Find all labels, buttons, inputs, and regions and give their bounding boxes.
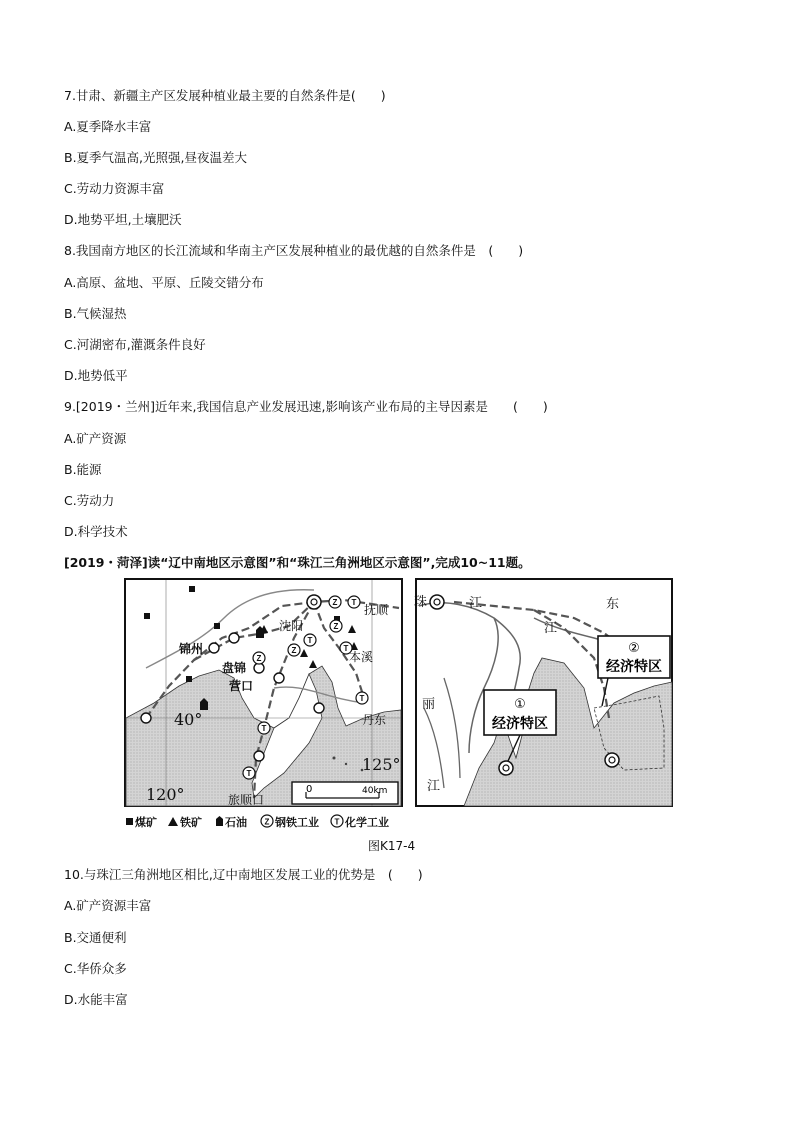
legend-coal: 煤矿 — [135, 816, 157, 829]
svg-text:Z: Z — [333, 622, 339, 631]
svg-text:T: T — [359, 694, 365, 703]
question-7-option-a: A.夏季降水丰富 — [64, 119, 152, 134]
question-9-option-a: A.矿产资源 — [64, 431, 127, 446]
question-7-option-c: C.劳动力资源丰富 — [64, 181, 165, 196]
figure-caption: 图K17-4 — [368, 839, 416, 853]
scale-zero: 0 — [306, 784, 313, 795]
city-label-shenyang: 沈阳 — [279, 619, 304, 633]
svg-text:T: T — [334, 817, 340, 827]
svg-text:Z: Z — [291, 646, 297, 655]
steel-icon — [261, 815, 273, 827]
question-8-option-a: A.高原、盆地、平原、丘陵交错分布 — [64, 275, 264, 290]
pearl-river-delta-map — [414, 579, 672, 806]
question-7-option-d: D.地势平坦,土壤肥沃 — [64, 212, 182, 227]
question-9-stem: 9.[2019・兰州]近年来,我国信息产业发展迅速,影响该产业布局的主导因素是 ( ) — [64, 399, 548, 414]
map-legend — [126, 815, 389, 829]
city-label-fushun: 抚顺 — [364, 603, 389, 617]
lon-label-125: 125° — [362, 755, 401, 774]
zone-2-number: ② — [628, 641, 640, 656]
question-8-option-d: D.地势低平 — [64, 368, 128, 383]
question-10-option-c: C.华侨众多 — [64, 961, 127, 976]
city-label-lvshunkou: 旅顺口 — [228, 793, 265, 807]
svg-text:T: T — [261, 724, 267, 733]
map-figure — [124, 578, 674, 830]
lat-label-40: 40° — [174, 710, 203, 729]
question-8-option-c: C.河湖密布,灌溉条件良好 — [64, 337, 206, 352]
legend-iron: 铁矿 — [180, 816, 202, 829]
question-9-option-b: B.能源 — [64, 462, 102, 477]
legend-steel: 钢铁工业 — [275, 816, 319, 829]
city-label-yingkou: 营口 — [229, 679, 254, 693]
question-7-stem: 7.甘肃、新疆主产区发展种植业最主要的自然条件是( ) — [64, 88, 386, 103]
question-8-stem: 8.我国南方地区的长江流域和华南主产区发展种植业的最优越的自然条件是 ( ) — [64, 243, 524, 258]
question-9-option-c: C.劳动力 — [64, 493, 115, 508]
svg-text:Z: Z — [256, 654, 262, 663]
iron-icon — [168, 817, 178, 826]
lon-label-120: 120° — [146, 785, 185, 804]
svg-text:Z: Z — [332, 598, 338, 607]
river-char-jiang-1: 江 — [469, 596, 483, 611]
legend-oil: 石油 — [225, 816, 247, 829]
legend-chem: 化学工业 — [345, 816, 389, 829]
zone-1-label: 经济特区 — [492, 716, 548, 732]
svg-text:Z: Z — [264, 817, 270, 827]
question-10-stem: 10.与珠江三角洲地区相比,辽中南地区发展工业的优势是 ( ) — [64, 867, 423, 882]
city-label-dandong: 丹东 — [362, 713, 387, 727]
oil-icon — [216, 816, 223, 826]
city-label-jinzhou: 锦州 — [179, 642, 204, 656]
svg-text:T: T — [246, 769, 252, 778]
river-char-dong: 东 — [606, 597, 620, 612]
coal-icon — [126, 818, 133, 825]
river-char-zhu: 珠 — [414, 595, 428, 610]
zone-1-number: ① — [514, 697, 526, 712]
svg-text:T: T — [343, 644, 349, 653]
svg-text:T: T — [307, 636, 313, 645]
question-10-option-b: B.交通便利 — [64, 930, 127, 945]
river-char-li: 丽 — [422, 697, 436, 712]
city-label-panjin: 盘锦 — [222, 661, 247, 675]
river-char-jiang-3: 江 — [427, 779, 441, 794]
chem-icon — [331, 815, 343, 827]
question-10-option-a: A.矿产资源丰富 — [64, 898, 152, 913]
question-9-option-d: D.科学技术 — [64, 524, 128, 539]
zone-2-label: 经济特区 — [606, 659, 662, 675]
figure-intro: [2019・菏泽]读“辽中南地区示意图”和“珠江三角洲地区示意图”,完成10~11题。 — [64, 555, 531, 570]
river-char-jiang-2: 江 — [544, 621, 558, 636]
question-8-option-b: B.气候湿热 — [64, 306, 127, 321]
scale-label: 40km — [362, 786, 388, 796]
question-10-option-d: D.水能丰富 — [64, 992, 128, 1007]
svg-text:T: T — [351, 598, 357, 607]
liaozhongnan-map — [125, 579, 402, 807]
city-label-benxi: 本溪 — [349, 650, 374, 664]
question-7-option-b: B.夏季气温高,光照强,昼夜温差大 — [64, 150, 247, 165]
